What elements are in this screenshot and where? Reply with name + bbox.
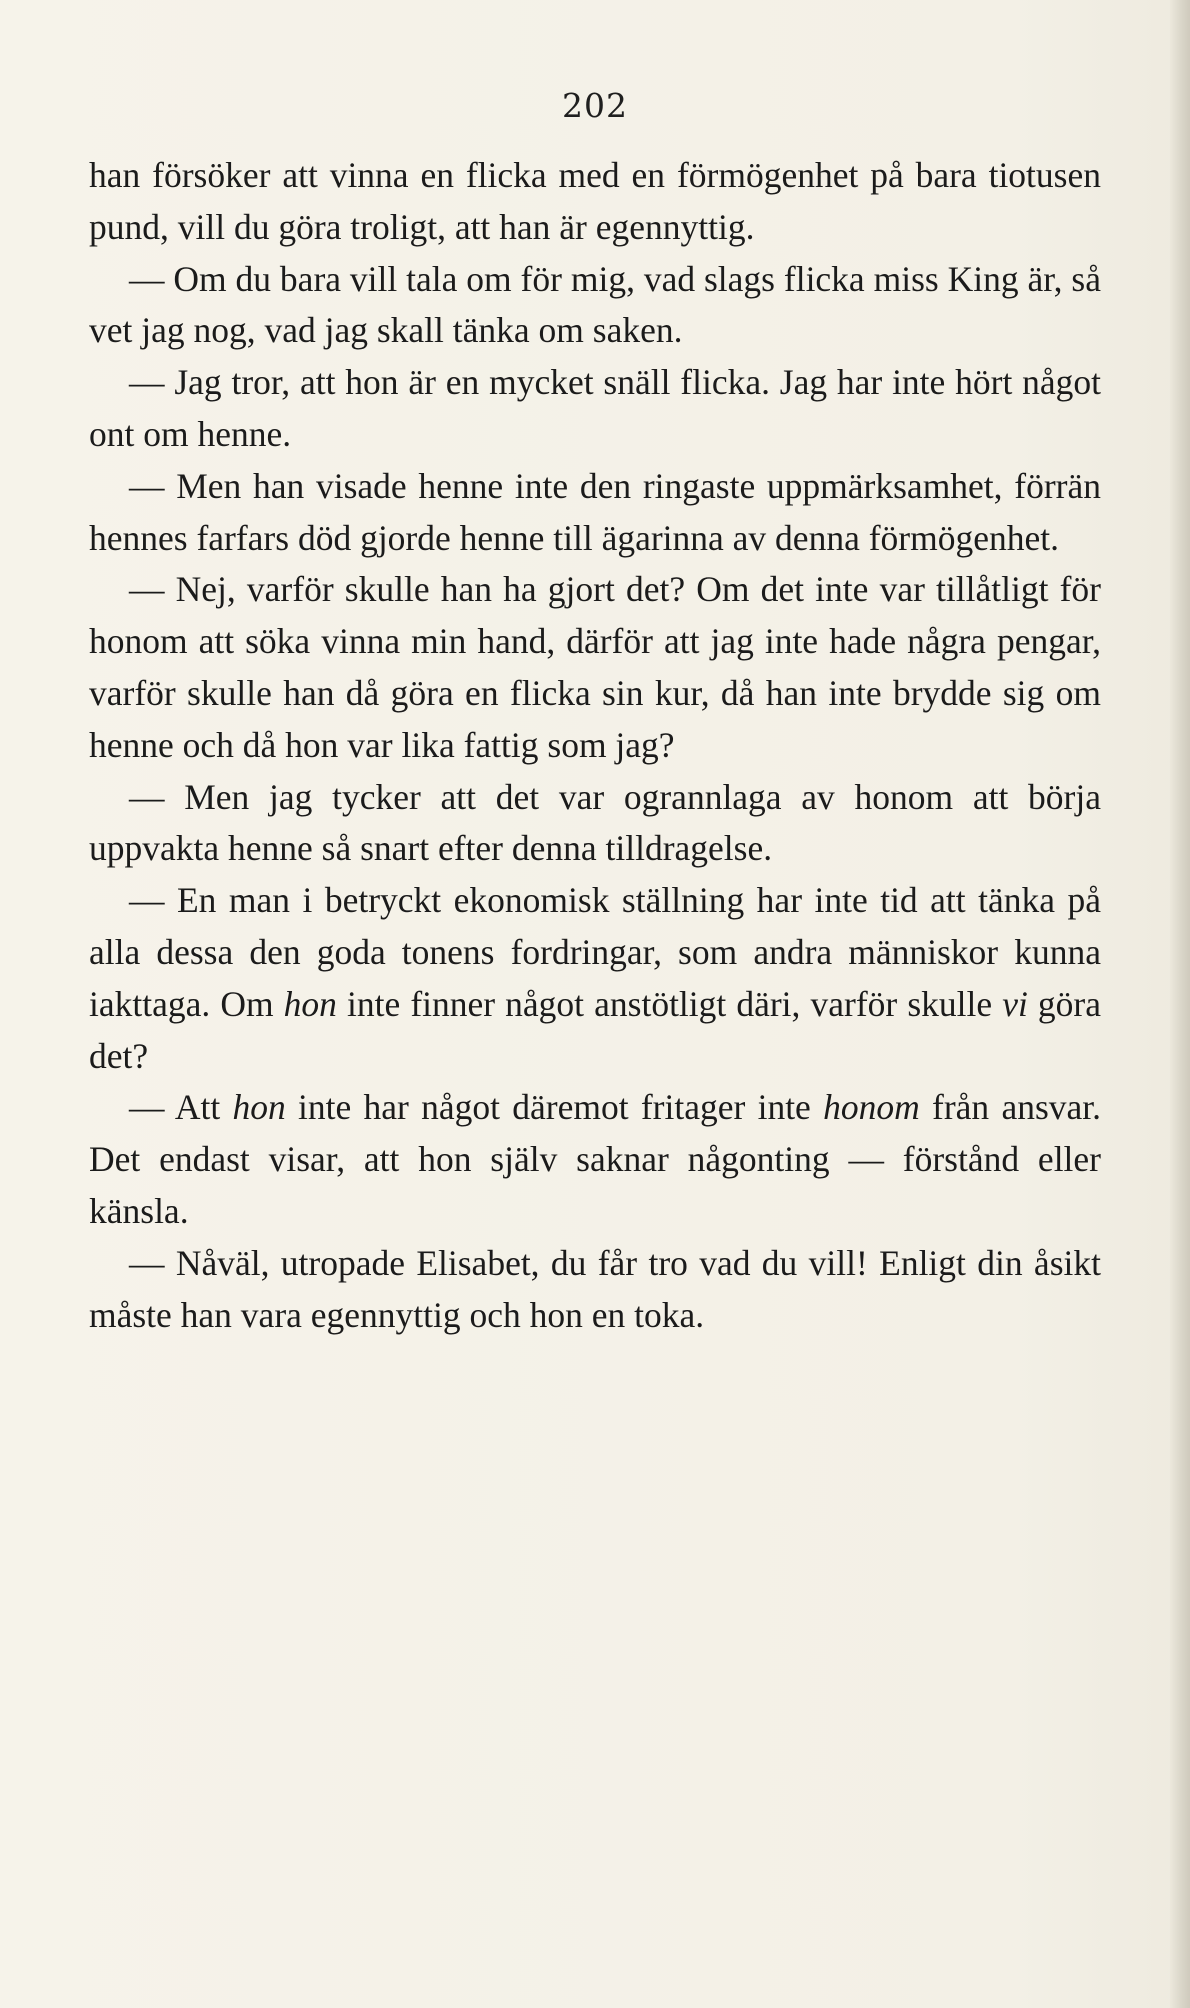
text-run: — Nej, varför skulle han ha gjort det? Om det inte var tillåtligt för honom att söka vinna min hand, därför att jag inte hade några pengar, varför skulle han då göra en flicka sin kur, då han inte brydde sig om henne och då hon var lika fattig som jag? — [89, 569, 1101, 765]
text-run: han försöker att vinna en flicka med en förmögenhet på bara tiotusen pund, vill du göra troligt, att han är egennyttig. — [89, 155, 1101, 247]
page-number: 202 — [562, 86, 628, 125]
text-run: göra det? — [89, 983, 1102, 1076]
paragraph — [89, 357, 1101, 461]
paragraph — [89, 875, 1101, 1082]
text-run: inte finner något anstötligt däri, varför skulle — [336, 983, 1003, 1024]
text-run: — Att — [129, 1087, 233, 1128]
text-run: — Om du bara vill tala om för mig, vad slags flicka miss King är, så vet jag nog, vad jag skall tänka om saken. — [89, 258, 1101, 351]
paragraph — [89, 1082, 1101, 1237]
italic-run: vi — [1002, 983, 1028, 1024]
paragraph — [89, 150, 1101, 254]
text-run: — Men han visade henne inte den ringaste uppmärksamhet, förrän hennes farfars död gjorde henne till ägarinna av denna förmögenhet. — [89, 465, 1101, 558]
text-run: — Jag tror, att hon är en mycket snäll flicka. Jag har inte hört något ont om henne. — [89, 362, 1101, 454]
italic-run: honom — [823, 1087, 920, 1128]
text-run: från ansvar. Det endast visar, att hon själv saknar någonting — förstånd eller känsla. — [89, 1087, 1102, 1231]
text-run: — En man i betryckt ekonomisk ställning har inte tid att tänka på alla dessa den goda tonens fordringar, som andra människor kunna iakttaga. Om — [89, 880, 1101, 1024]
page-edge-shadow — [1170, 0, 1190, 2008]
paragraph — [89, 772, 1101, 876]
paragraph — [89, 564, 1101, 771]
text-run: — Nåväl, utropade Elisabet, du får tro vad du vill! Enligt din åsikt måste han vara egennyttig och hon en toka. — [89, 1242, 1101, 1335]
paragraph — [89, 461, 1101, 565]
body-text — [89, 150, 1101, 1341]
text-run: — Men jag tycker att det var ogrannlaga av honom att börja uppvakta henne så snart efter denna tilldragelse. — [89, 776, 1101, 869]
text-run: inte har något däremot fritager inte — [285, 1087, 824, 1128]
italic-run: hon — [283, 983, 337, 1024]
paragraph — [89, 254, 1101, 358]
paragraph — [89, 1238, 1101, 1342]
italic-run: hon — [232, 1087, 286, 1128]
